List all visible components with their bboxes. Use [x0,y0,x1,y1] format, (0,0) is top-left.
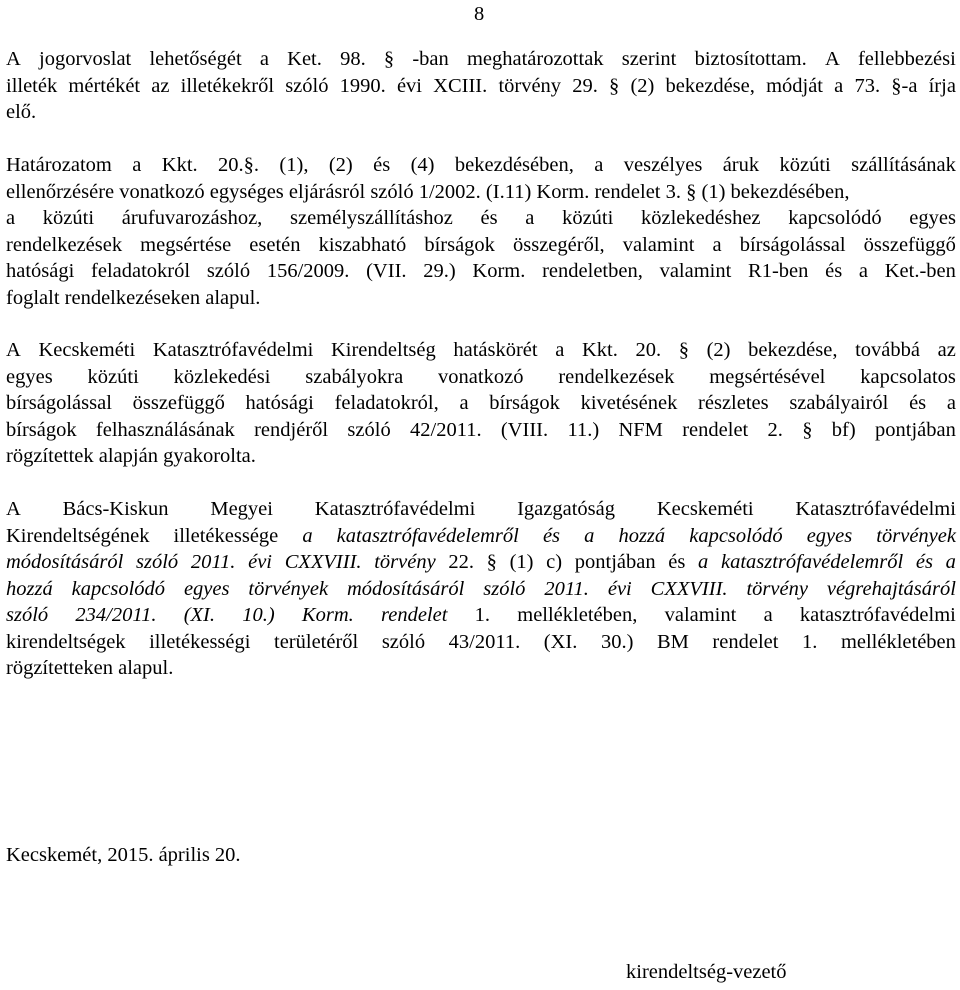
text-line [6,73,956,100]
word: a [858,260,868,282]
word: kapcsolódó [689,524,783,547]
word: c) [546,551,563,573]
word: kirendeltségek [6,630,126,653]
word: BM [656,630,689,653]
word: 1990. [339,74,386,97]
word: rendelet [589,180,661,203]
word: illetékességi [149,630,251,653]
word: az [937,339,956,361]
word: §-a [891,74,918,97]
word: rendeletben, [542,260,643,282]
word: módosításáról [346,577,465,600]
word: NFM [618,418,663,441]
word: valamint [664,604,737,626]
word: törvény [374,551,436,573]
word: kapcsolatos [860,365,956,388]
word: Korm. [301,604,354,626]
word: Korm. [472,260,526,282]
word: egyes [806,524,853,547]
word: részletes [698,392,769,414]
paragraph-jurisdiction [6,496,956,682]
word: Kecskeméti [38,339,136,361]
text-line [6,417,956,444]
word: CXXVIII. [284,551,362,573]
word: 29. [572,74,598,97]
word: és [909,392,927,414]
word: a [946,392,956,414]
word: a [302,524,313,547]
word: rendelkezések [6,233,123,256]
word: jogorvoslat [39,48,132,70]
word: szóló [483,577,526,600]
word: a [834,74,844,97]
word: 22. [448,551,474,573]
word: lehetőségét [149,48,242,70]
word: Katasztrófavédelmi [795,498,956,520]
word: a [945,551,956,573]
word: Megyei [210,498,273,520]
word: meghatározottak [466,48,604,70]
word: pontjában [574,551,656,573]
word: a [698,551,709,573]
word: szóló [285,74,329,97]
word: egyes [183,577,230,600]
page-number: 8 [474,3,485,25]
word: (VII. [366,260,407,282]
word: § [609,74,620,97]
word: Bács-Kiskun [62,498,169,520]
word: összefüggő [132,392,225,414]
text-line [6,443,956,470]
word: és [542,524,561,547]
word: megsértésével [709,365,826,388]
word: 1/2002. [413,180,481,203]
word: hatáskörét [453,339,538,361]
word: § [383,48,395,70]
text-line [6,46,956,73]
word: bf) [831,418,856,441]
word: eljárásról [283,180,366,203]
word: 2. [767,418,783,441]
word: kapcsolódó [788,207,882,229]
word: rögzítettek [6,445,94,467]
word: vonatkozó [438,365,524,388]
word: § [802,418,813,441]
word: 20.§. [218,154,260,176]
word: Korm. [531,180,590,203]
word: mellékletében, [517,604,638,626]
word: évi [248,551,273,573]
word: mértékét [68,74,141,97]
word: ellenőrzésére [6,180,115,203]
word: bekezdése, [665,74,755,97]
word: -ban [412,48,449,70]
text-line [6,232,956,259]
text-line [6,390,956,417]
word: (XI. [183,604,215,626]
word: pontjában [875,418,956,441]
text-line [6,337,956,364]
word: 98. [340,48,366,70]
word: § [486,551,497,573]
word: egyes [909,207,956,229]
word: a [712,233,722,256]
word: törvények [876,524,956,547]
word: illeték [6,74,58,97]
word: szóló [381,630,426,653]
word: valamint [659,260,732,282]
word: és [373,154,391,176]
word: megsértése [140,233,232,256]
word: összefüggő [863,233,956,256]
word: bírságolással [6,392,112,414]
paragraph-decision-basis [6,152,956,311]
word: Kirendeltség [330,339,436,361]
word: biztosítottam. [694,48,807,70]
word: területéről [274,630,359,653]
paragraph-appeal [6,46,956,126]
word: áruk [722,154,760,176]
word: egyes [6,365,53,388]
word: A [824,48,840,70]
word: szerint [621,48,677,70]
word: illetékekről [180,74,275,97]
word: a [132,154,142,176]
text-line [6,655,956,682]
word: fellebbezési [857,48,956,70]
word: valamint [622,233,695,256]
word: § [678,339,689,361]
word: évi [396,74,422,97]
word: 3. [660,180,681,203]
word: a [6,207,16,229]
word: a [555,339,565,361]
word: és [825,260,843,282]
word: bekezdése, [748,339,838,361]
word: közúti [779,154,831,176]
word: foglalt [6,286,60,309]
text-line [6,549,956,576]
word: 2011. [544,577,589,600]
text-line [6,285,956,312]
word: továbbá [855,339,920,361]
word: (I.11) [480,180,532,203]
word: (1) [509,551,534,573]
word: hatósági [6,260,75,282]
text-line [6,99,956,126]
word: 2011. [190,551,236,573]
word: szóló [136,551,179,573]
word: 1. [474,604,491,626]
word: 29.) [423,260,456,282]
word: bírságok [489,392,560,414]
word: rendelet [712,630,779,653]
text-line [6,629,956,656]
word: Igazgatóság [517,498,616,520]
word: alapul. [113,657,174,679]
word: (4) [410,154,435,176]
word: írja [928,74,956,97]
word: gyakorolta. [157,445,256,467]
word: bírságok [6,418,77,441]
word: Ket. [287,48,322,70]
word: 43/2011. [448,630,521,653]
word: bekezdésében, [725,180,850,203]
word: Katasztrófavédelmi [314,498,476,520]
word: közlekedési [173,365,271,388]
word: közúti [87,365,139,388]
word: a [584,524,595,547]
text-line [6,179,956,206]
word: Kirendeltségének [6,524,150,547]
text-line [6,496,956,523]
word: a [594,154,604,176]
word: közúti [562,207,614,229]
word: (2) [630,74,655,97]
word: hatósági [245,392,314,414]
word: A [6,339,21,361]
word: módját [766,74,823,97]
word: rendelet [381,604,448,626]
word: R1-ben [748,260,809,282]
word: katasztrófavédelemről [336,524,519,547]
word: 234/2011. [75,604,157,626]
word: személyszállításhoz [290,207,453,229]
word: rendelkezések [558,365,675,388]
word: az [151,74,170,97]
word: rendelet [682,418,749,441]
word: Kkt. [581,339,618,361]
word: a [525,207,535,229]
word: bírságolással [739,233,846,256]
word: 1. [802,630,818,653]
word: bekezdésében, [454,154,574,176]
word: esetén [249,233,301,256]
word: és [480,207,498,229]
word: a [763,604,773,626]
word: bírságok [424,233,495,256]
text-line [6,152,956,179]
word: 156/2009. [266,260,350,282]
word: mellékletében [840,630,956,653]
word: A [6,48,21,70]
word: A [6,498,21,520]
word: szóló [365,180,414,203]
word: hozzá [618,524,666,547]
word: Kkt. [161,154,198,176]
word: törvény [498,74,562,97]
word: szabályokra [305,365,404,388]
text-line [6,364,956,391]
text-line [6,523,956,550]
word: Katasztrófavédelmi [152,339,314,361]
word: szóló [6,604,49,626]
word: XCIII. [433,74,488,97]
word: a [459,392,469,414]
word: és [668,551,686,573]
word: rendelkezéseken [59,286,201,309]
word: egységes [204,180,284,203]
text-line [6,576,956,603]
word: szóló [347,418,391,441]
word: 73. [854,74,881,97]
text-line [6,205,956,232]
text-line [6,258,956,285]
word: törvény [746,577,808,600]
word: alapul. [200,286,261,309]
word: (1) [696,180,726,203]
word: 11.) [567,418,600,441]
word: kiszabható [318,233,407,256]
word: 20. [635,339,662,361]
paragraph-authority [6,337,956,470]
word: vonatkozó [114,180,205,203]
word: árufuvarozáshoz, [121,207,263,229]
word: a [259,48,269,70]
word: rögzítetteken [6,657,114,679]
word: évi [607,577,632,600]
word: végrehajtásáról [826,577,956,600]
word: CXXVIII. [650,577,728,600]
word: (XI. [543,630,578,653]
word: törvények [248,577,329,600]
word: (2) [706,339,731,361]
text-line [6,602,956,629]
word: § [681,180,697,203]
word: módosításáról [6,551,124,573]
word: szabályairól [789,392,889,414]
word: kivetésének [580,392,678,414]
word: kapcsolódó [71,577,166,600]
word: szállításának [851,154,956,176]
signature-title: kirendeltség-vezető [626,961,787,983]
word: (1), [279,154,309,176]
word: felhasználásának [95,418,235,441]
word: 42/2011. [410,418,482,441]
word: illetékessége [173,524,279,547]
word: (VIII. [500,418,549,441]
word: (2) [328,154,353,176]
word: szóló [206,260,251,282]
word: Határozatom [6,154,112,176]
word: hozzá [6,577,53,600]
word: összegéről, [513,233,605,256]
word: 10.) [242,604,275,626]
word: feladatokról, [334,392,439,414]
word: katasztrófavédelemről [720,551,904,573]
word: Ket.-ben [884,260,956,282]
word: katasztrófavédelmi [799,604,956,626]
word: közlekedéshez [641,207,761,229]
word: 30.) [600,630,634,653]
word: Kecskeméti [656,498,754,520]
place-and-date: Kecskemét, 2015. április 20. [6,844,241,866]
word: elő. [6,101,37,123]
word: veszélyes [623,154,703,176]
word: rendjéről [254,418,329,441]
word: alapján [93,445,158,467]
word: és [915,551,933,573]
word: közúti [42,207,95,229]
word: feladatokról [91,260,191,282]
